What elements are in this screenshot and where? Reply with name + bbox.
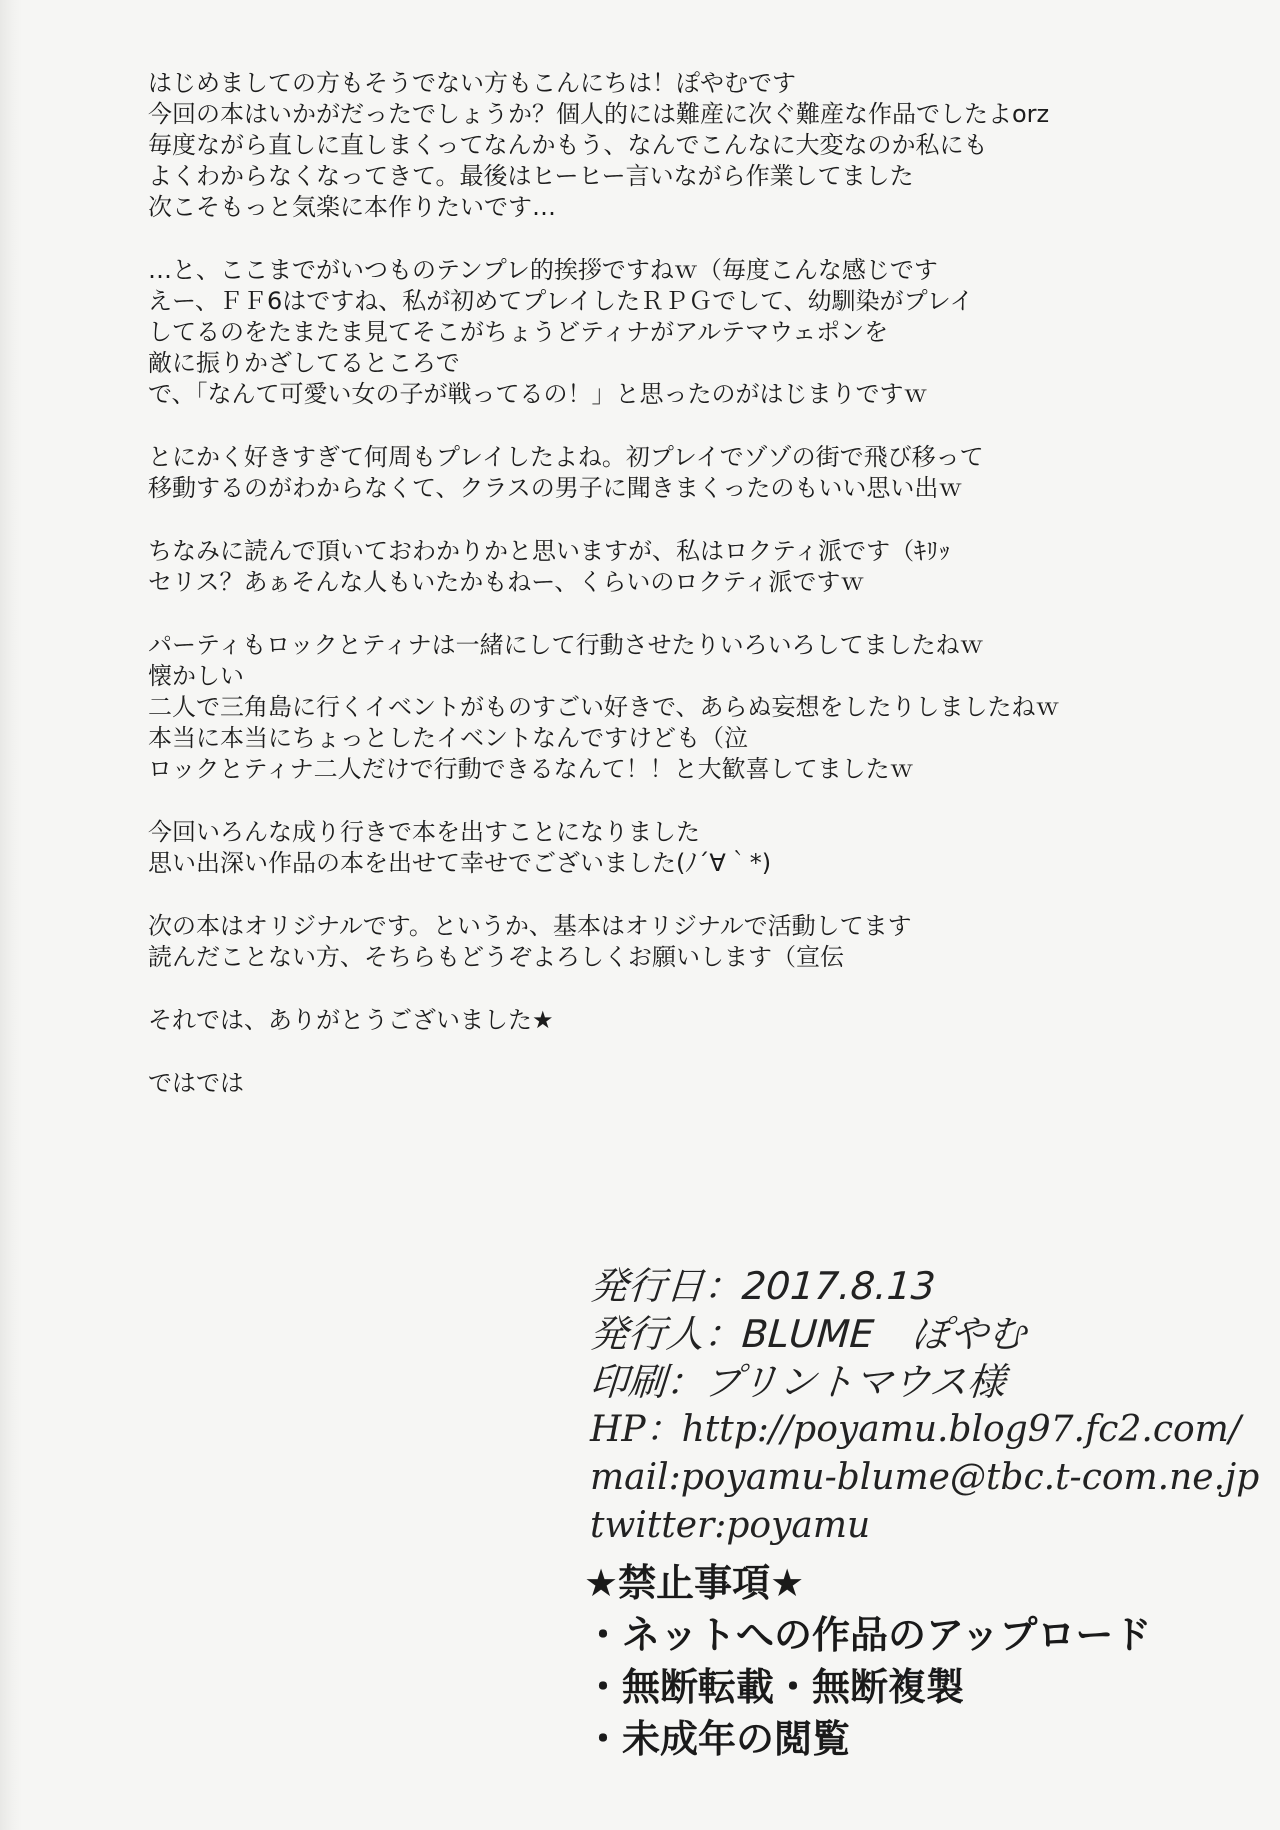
afterword-paragraph [148,1005,1168,1036]
prohibition-item: ・無断転載・無断複製 [584,1665,965,1709]
homepage-link[interactable]: HP：http://poyamu.blog97.fc2.com/ [590,1409,1241,1450]
afterword-line: 懐かしい [148,662,244,690]
prohibitions-title: ★禁止事項★ [584,1561,805,1605]
mail-address[interactable]: mail:poyamu-blume@tbc.t-com.ne.jp [590,1457,1260,1498]
afterword-paragraph [148,630,1168,785]
afterword-line: それでは、ありがとうございました★ [148,1006,554,1034]
afterword-line: 今回いろんな成り行きで本を出すことになりました [148,818,700,846]
afterword-paragraph [148,68,1168,223]
prohibition-item: ・ネットへの作品のアップロード [584,1613,1152,1657]
afterword-line: 次こそもっと気楽に本作りたいです… [148,193,556,221]
afterword-line: セリス？あぁそんな人もいたかもねー、くらいのロクティ派ですｗ [148,568,865,596]
printer: 印刷：プリントマウス様 [588,1360,1007,1404]
afterword-text [148,68,1168,1131]
afterword-line: 読んだことない方、そちらもどうぞよろしくお願いします（宣伝 [148,943,844,971]
paper-edge [0,0,22,1830]
colophon [588,1262,1260,1550]
prohibitions [584,1558,1224,1766]
afterword-line: 今回の本はいかがだったでしょうか？個人的には難産に次ぐ難産な作品でしたよorz [148,100,1050,128]
afterword-paragraph [148,536,1168,598]
afterword-paragraph [148,1068,1168,1099]
prohibition-item: ・未成年の閲覧 [584,1717,851,1761]
afterword-paragraph [148,911,1168,973]
afterword-line: で、「なんて可愛い女の子が戦ってるの！」と思ったのがはじまりですｗ [148,380,928,408]
afterword-line: 毎度ながら直しに直しまくってなんかもう、なんでこんなに大変なのか私にも [148,131,988,159]
afterword-paragraph [148,442,1168,504]
afterword-line: してるのをたまたま見てそこがちょうどティナがアルテマウェポンを [148,318,889,346]
afterword-paragraph [148,255,1168,410]
afterword-line: 二人で三角島に行くイベントがものすごい好きで、あらぬ妄想をしたりしましたねｗ [148,693,1060,721]
afterword-line: よくわからなくなってきて。最後はヒーヒー言いながら作業してました [148,162,914,190]
afterword-line: ロックとティナ二人だけで行動できるなんて！！と大歓喜してましたｗ [148,755,914,783]
afterword-line: とにかく好きすぎて何周もプレイしたよね。初プレイでゾゾの街で飛び移って [148,443,984,471]
afterword-line: はじめましての方もそうでない方もこんにちは！ぽやむです [148,69,796,97]
publisher: 発行人：BLUME ぽやむ [588,1312,1028,1356]
afterword-line: えー、ＦＦ6はですね、私が初めてプレイしたＲＰＧでして、幼馴染がプレイ [148,287,974,315]
afterword-line: パーティもロックとティナは一緒にして行動させたりいろいろしてましたねｗ [148,631,984,659]
afterword-line: 移動するのがわからなくて、クラスの男子に聞きまくったのもいい思い出ｗ [148,474,963,502]
afterword-line: ちなみに読んで頂いておわかりかと思いますが、私はロクティ派です（ｷﾘｯ [148,537,951,565]
afterword-line: 本当に本当にちょっとしたイベントなんですけども（泣 [148,724,748,752]
twitter-handle[interactable]: twitter:poyamu [590,1505,871,1546]
afterword-line: ではでは [148,1069,244,1097]
publish-date: 発行日：2017.8.13 [588,1264,937,1308]
afterword-paragraph [148,817,1168,879]
afterword-line: 敵に振りかざしてるところで [148,349,460,377]
afterword-line: …と、ここまでがいつものテンプレ的挨拶ですねｗ（毎度こんな感じです [148,256,938,284]
afterword-line: 次の本はオリジナルです。というか、基本はオリジナルで活動してます [148,912,912,940]
afterword-line: 思い出深い作品の本を出せて幸せでございました(ﾉ´∀｀*) [148,849,772,877]
